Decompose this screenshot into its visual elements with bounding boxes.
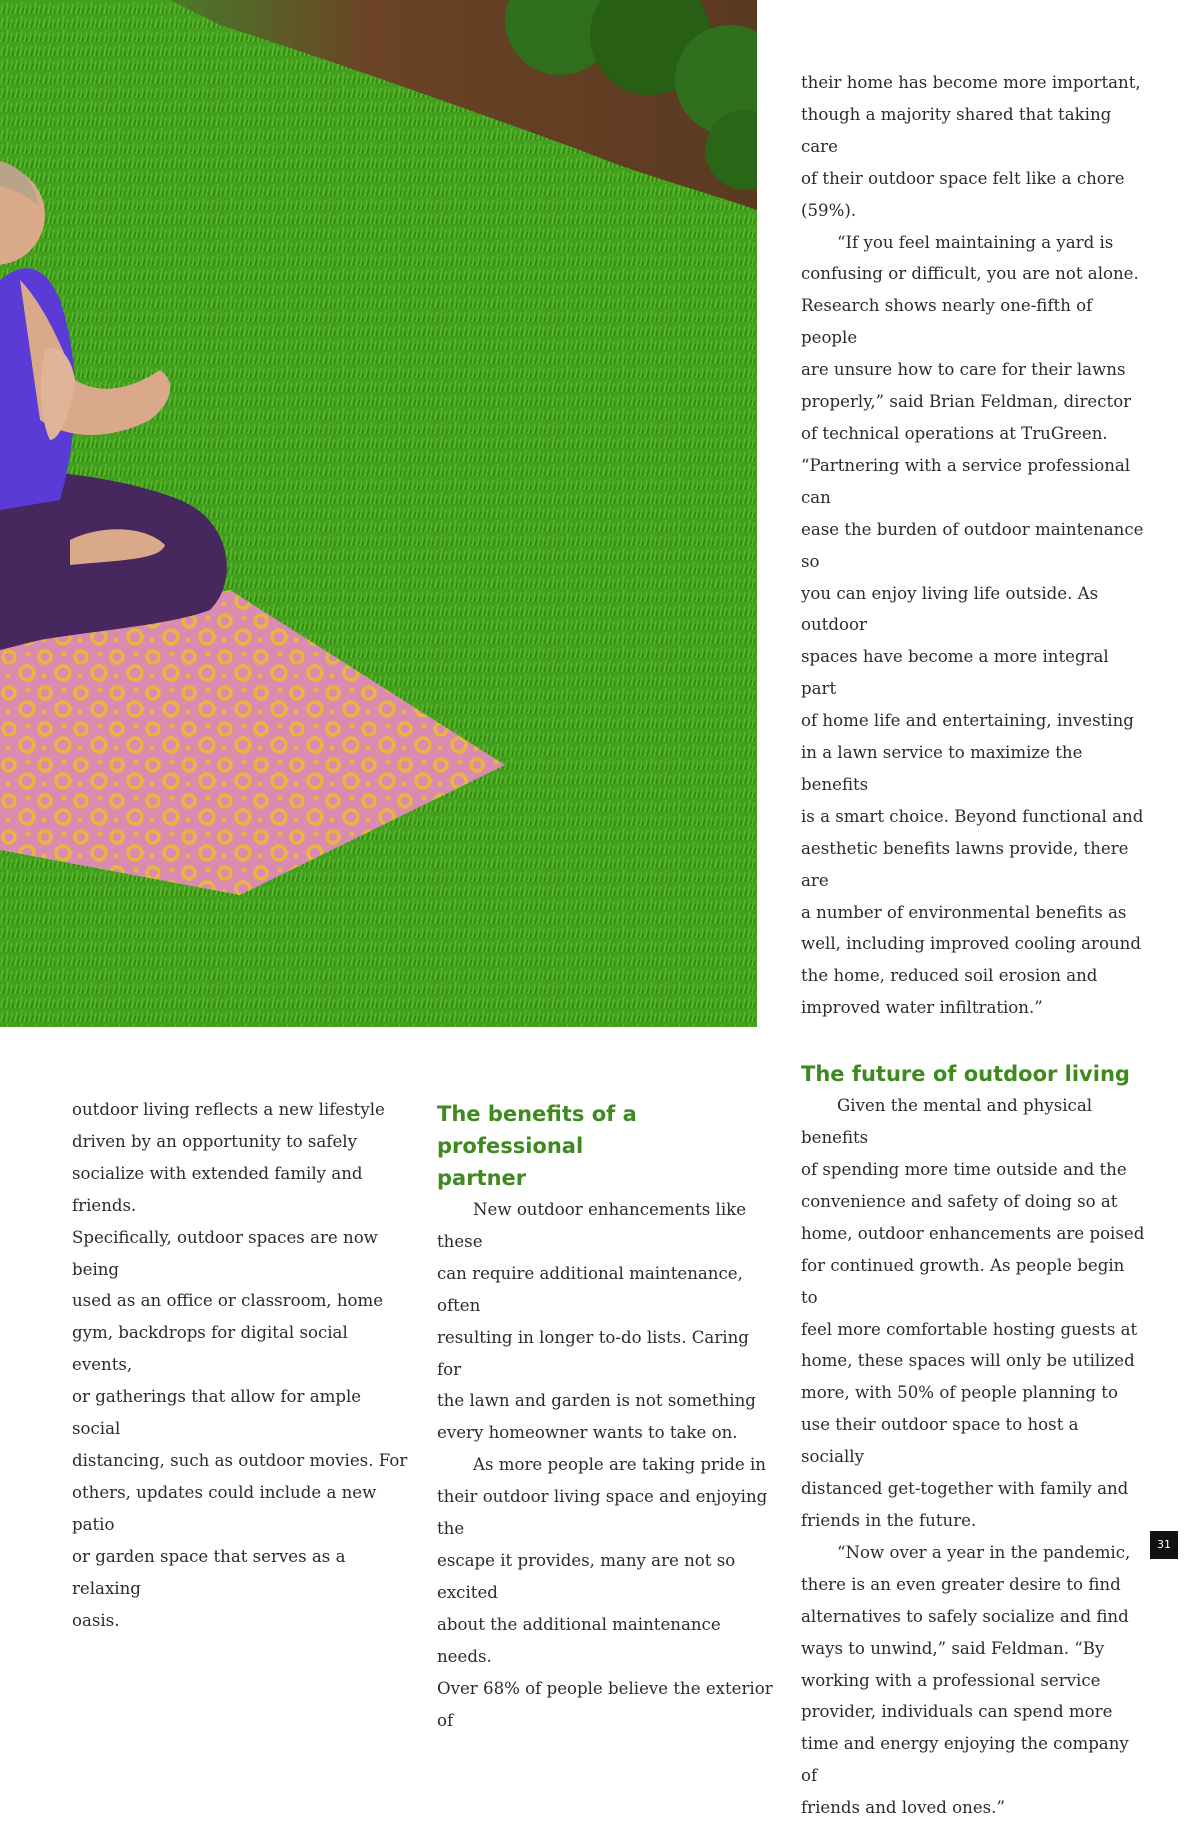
body-paragraph: New outdoor enhancements like these can require additional maintenance, often resulting in longer to-do lists. Caring for the lawn and garden is not something every homeowner wants to take on. xyxy=(437,1200,756,1443)
article-column-3 xyxy=(801,67,1146,1824)
section-heading-future: The future of outdoor living xyxy=(801,1062,1130,1087)
body-paragraph: As more people are taking pride in their outdoor living space and enjoying the escape it provides, many are not so excited about the additional maintenance needs. Over 68% of people believe the exterior of xyxy=(437,1455,773,1730)
body-paragraph: Given the mental and physical benefits of spending more time outside and the convenience and safety of doing so at home, outdoor enhancements are poised for continued growth. As people begin to feel more comfortable hosting guests at home, these spaces will only be utilized more, with 50% of people planning to use their outdoor space to host a socially distanced get-together with family and friends in the future. xyxy=(801,1096,1145,1530)
yoga-on-lawn-photo-icon xyxy=(0,0,757,1027)
article-column-1 xyxy=(72,1094,412,1636)
page-number: 31 xyxy=(1150,1531,1178,1559)
section-heading-benefits: The benefits of a professional partner xyxy=(437,1102,637,1190)
body-paragraph: “If you feel maintaining a yard is confusing or difficult, you are not alone. Research shows nearly one-fifth of people are unsure how to care for their lawns properly,” said Brian Feldman, director of technical operations at TruGreen. “Partnering with a service professional can ease the burden of outdoor maintenance so you can enjoy living life outside. As outdoor spaces have become a more integral part of home life and entertaining, investing in a lawn service to maximize the benefits is a smart choice. Beyond functional and aesthetic benefits lawns provide, there are a number of environmental benefits as well, including improved cooling around the home, reduced soil erosion and improved water infiltration.” xyxy=(801,232,1144,1018)
article-column-2 xyxy=(437,1098,777,1736)
body-paragraph: their home has become more important, though a majority shared that taking care of their outdoor space felt like a chore (59%). xyxy=(801,73,1141,220)
yoga-on-lawn-photo xyxy=(0,0,757,1027)
body-paragraph: outdoor living reflects a new lifestyle driven by an opportunity to safely socialize with extended family and friends. Specifically, outdoor spaces are now being used as an office or classroom, home gym, backdrops for digital social events, or gatherings that allow for ample social distancing, such as outdoor movies. For others, updates could include a new patio or garden space that serves as a relaxing oasis. xyxy=(72,1100,408,1630)
body-paragraph: “Now over a year in the pandemic, there is an even greater desire to find alternatives to safely socialize and find ways to unwind,” said Feldman. “By working with a professional service provider, individuals can spend more time and energy enjoying the company of friends and loved ones.” xyxy=(801,1542,1131,1818)
